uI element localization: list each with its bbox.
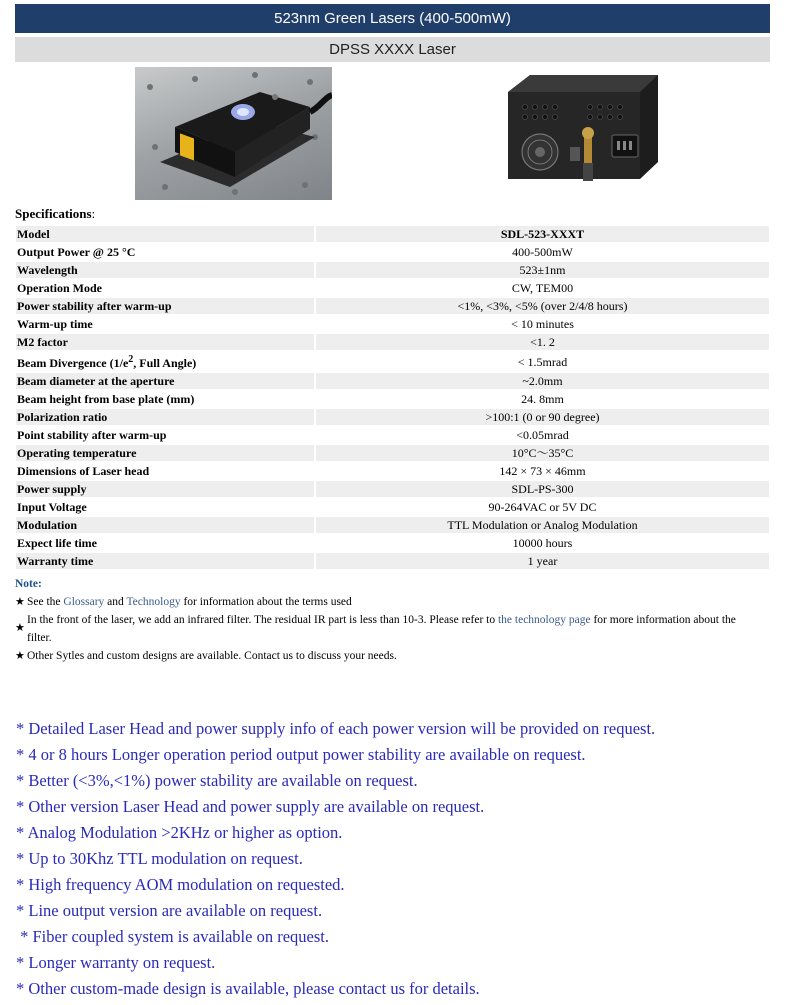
spec-value: <0.05mrad [316,427,769,443]
spec-value: 523±1nm [316,262,769,278]
power-supply-photo [490,67,670,200]
table-row [16,262,769,278]
list-item: * Line output version are available on request. [16,901,323,920]
spec-label: Output Power @ 25 °C [16,244,314,260]
star-icon: ★ [15,650,25,662]
note-text: and [104,596,127,608]
spec-value: <1%, <3%, <5% (over 2/4/8 hours) [316,298,769,314]
spec-label: Input Voltage [16,499,314,515]
list-item: * Analog Modulation >2KHz or higher as option. [16,823,343,842]
note-item [15,611,760,647]
power-supply-illustration [490,67,670,200]
spec-value: 10°C～35°C [316,445,769,461]
spec-label-superscript: 2 [128,354,134,365]
specifications-heading-text: Specifications [15,206,92,221]
list-item: * Longer warranty on request. [16,953,216,972]
note-text: Other Sytles and custom designs are available. Contact us to discuss your needs. [27,650,397,662]
technology-link[interactable]: Technology [126,596,181,608]
table-row [16,244,769,260]
custom-options-list [16,716,776,1002]
list-item: * Detailed Laser Head and power supply info of each power version will be provided on request. [16,719,656,738]
spec-label: Power stability after warm-up [16,298,314,314]
note-item [15,647,760,665]
spec-value: 400-500mW [316,244,769,260]
spec-label: Polarization ratio [16,409,314,425]
specifications-table [14,224,771,571]
spec-label-suffix: , Full Angle) [133,356,197,370]
spec-label: Point stability after warm-up [16,427,314,443]
table-row [16,373,769,389]
note-text: See the [27,596,64,608]
spec-value: ~2.0mm [316,373,769,389]
table-row [16,409,769,425]
table-row [16,298,769,314]
spec-label: M2 factor [16,334,314,350]
spec-label: Warm-up time [16,316,314,332]
spec-value: < 1.5mrad [316,352,769,371]
spec-label: Wavelength [16,262,314,278]
spec-label: Expect life time [16,535,314,551]
table-row [16,499,769,515]
table-row [16,535,769,551]
page-title-bar [15,4,770,33]
notes-section [15,575,760,665]
spec-value: >100:1 (0 or 90 degree) [316,409,769,425]
laser-head-illustration [135,67,332,200]
star-icon: ★ [15,622,25,634]
list-item: * Up to 30Khz TTL modulation on request. [16,849,303,868]
spec-value: SDL-PS-300 [316,481,769,497]
list-item: * Fiber coupled system is available on request. [16,927,329,946]
product-subtitle: DPSS XXXX Laser [329,41,456,58]
spec-value: 142 × 73 × 46mm [316,463,769,479]
table-row [16,316,769,332]
model-value: SDL-523-XXXT [500,227,585,241]
spec-value: <1. 2 [316,334,769,350]
list-item: * Other custom-made design is available, please contact us for details. [16,979,480,998]
table-row [16,553,769,569]
spec-label: Power supply [16,481,314,497]
list-item: * Other version Laser Head and power supply are available on request. [16,797,485,816]
spec-value: TTL Modulation or Analog Modulation [316,517,769,533]
note-text: In the front of the laser, we add an infrared filter. The residual IR part is less than 10-3. Please refer to [27,614,498,626]
spec-value: CW, TEM00 [316,280,769,296]
notes-title: Note: [15,578,42,590]
spec-value: 1 year [316,553,769,569]
spec-label: Beam height from base plate (mm) [16,391,314,407]
spec-label: Model [16,226,314,242]
table-row [16,445,769,461]
note-item [15,593,760,611]
table-row [16,481,769,497]
spec-label-text: Beam Divergence (1/e [17,356,129,370]
note-text: for more information about the filter. [27,614,736,644]
spec-value: 10000 hours [316,535,769,551]
list-item: * Better (<3%,<1%) power stability are available on request. [16,771,418,790]
spec-label: Operation Mode [16,280,314,296]
spec-label: Dimensions of Laser head [16,463,314,479]
laser-head-photo [135,67,332,200]
spec-label: Modulation [16,517,314,533]
list-item: * 4 or 8 hours Longer operation period output power stability are available on request. [16,745,586,764]
technology-page-link[interactable]: the technology page [497,614,591,626]
glossary-link[interactable]: Glossary [63,596,105,608]
spec-value: 24. 8mm [316,391,769,407]
table-row [16,463,769,479]
star-icon: ★ [15,596,25,608]
specifications-body [16,226,769,569]
spec-value: < 10 minutes [316,316,769,332]
spec-value [316,226,769,242]
page-title: 523nm Green Lasers (400-500mW) [274,10,511,27]
table-row [16,226,769,242]
spec-value: 90-264VAC or 5V DC [316,499,769,515]
table-row [16,517,769,533]
specifications-heading-colon: : [91,206,96,221]
table-row [16,334,769,350]
table-row [16,352,769,371]
spec-label: Operating temperature [16,445,314,461]
table-row [16,280,769,296]
spec-label [16,352,314,371]
spec-label: Beam diameter at the aperture [16,373,314,389]
note-text: for information about the terms used [180,596,352,608]
list-item: * High frequency AOM modulation on requested. [16,875,345,894]
spec-label: Warranty time [16,553,314,569]
table-row [16,427,769,443]
table-row [16,391,769,407]
specifications-heading [15,206,95,222]
product-subtitle-bar [15,37,770,62]
